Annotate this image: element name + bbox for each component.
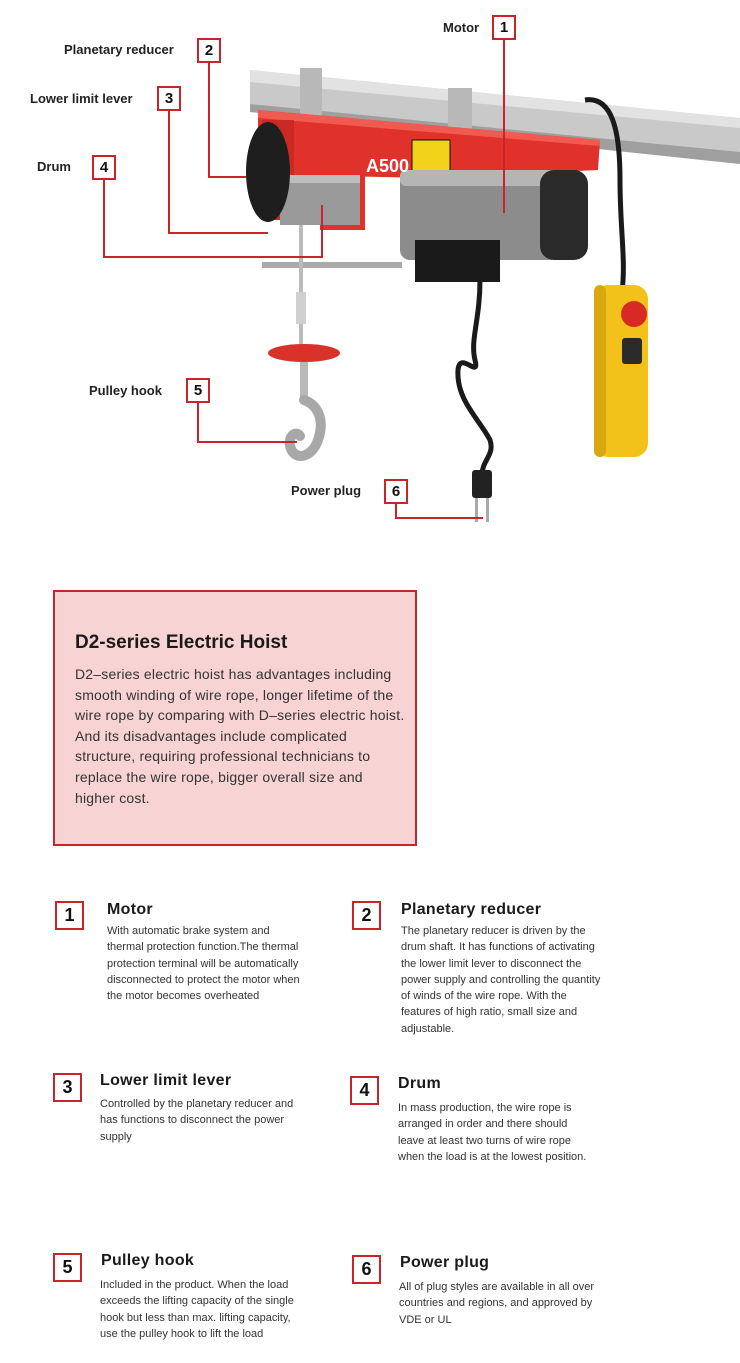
callout-label-drum: Drum xyxy=(37,159,71,174)
leader-line xyxy=(168,232,268,234)
callout-label-planetary-reducer: Planetary reducer xyxy=(64,42,174,57)
feature-title-drum: Drum xyxy=(398,1075,441,1092)
callout-label-lower-limit-lever: Lower limit lever xyxy=(30,91,133,106)
callout-number-4: 4 xyxy=(92,155,116,180)
leader-line xyxy=(197,441,297,443)
feature-title-lower-limit-lever: Lower limit lever xyxy=(100,1072,232,1089)
callout-number-6: 6 xyxy=(384,479,408,504)
leader-line xyxy=(103,256,323,258)
feature-desc-lower-limit-lever: Controlled by the planetary reducer and has functions to disconnect the power supply xyxy=(100,1098,294,1143)
pulley-wheel xyxy=(268,344,340,362)
callout-number-2: 2 xyxy=(197,38,221,63)
hoist-brand-text: A500 xyxy=(366,156,410,176)
feature-title-motor: Motor xyxy=(107,901,153,918)
wire-rope xyxy=(299,225,303,350)
feature-title-power-plug: Power plug xyxy=(400,1254,490,1271)
hoist-illustration xyxy=(0,0,740,540)
intro-body: D2–series electric hoist has advantages including smooth winding of wire rope, longer lifetime of the wire rope by comparing with D–series electric hoist. And its disadvantages include complicated structure, requiring professional technicians to replace the wire rope, bigger overall size and higher cost. xyxy=(75,666,405,806)
power-plug-shape xyxy=(472,470,492,498)
feature-number-2: 2 xyxy=(352,901,381,930)
leader-line xyxy=(395,517,483,519)
leader-line xyxy=(208,62,210,178)
feature-number-6: 6 xyxy=(352,1255,381,1284)
leader-line xyxy=(168,110,170,234)
callout-label-power-plug: Power plug xyxy=(291,483,362,498)
callout-label-motor: Motor xyxy=(443,20,480,35)
power-cable xyxy=(458,280,491,475)
hook-shape xyxy=(290,400,321,456)
intro-panel xyxy=(53,590,417,846)
feature-desc-pulley-hook: Included in the product. When the load exceeds the lifting capacity of the single hook but less than max. lifting capacity, use the pulley hook to lift the load xyxy=(100,1279,294,1340)
feature-title-pulley-hook: Pulley hook xyxy=(101,1252,195,1269)
feature-number-1: 1 xyxy=(55,901,84,930)
motor-shape xyxy=(400,170,588,282)
callout-number-5: 5 xyxy=(186,378,210,403)
feature-desc-planetary-reducer: The planetary reducer is driven by the drum shaft. It has functions of activating the lower limit lever to disconnect the power supply and controlling the quantity of winds of the wire rope. With the features of high ratio, small size and adjustable. xyxy=(401,925,601,1035)
intro-title: D2-series Electric Hoist xyxy=(75,632,288,653)
leader-line xyxy=(103,178,105,258)
feature-number-4: 4 xyxy=(350,1076,379,1105)
leader-line xyxy=(503,38,505,213)
leader-line xyxy=(197,402,199,443)
pendant-control xyxy=(594,285,648,457)
beam-clamp xyxy=(300,68,322,118)
callout-number-3: 3 xyxy=(157,86,181,111)
feature-title-planetary-reducer: Planetary reducer xyxy=(401,901,542,918)
feature-desc-power-plug: All of plug styles are available in all over countries and regions, and approved by VDE or UL xyxy=(399,1281,595,1326)
feature-number-3: 3 xyxy=(53,1073,82,1102)
feature-desc-motor: With automatic brake system and thermal protection function.The thermal protection terminal will be automatically disconnected to protect the motor when the motor becomes overheated xyxy=(107,925,300,1003)
limit-lever-rod xyxy=(262,262,402,268)
leader-line xyxy=(208,176,246,178)
callout-label-pulley-hook: Pulley hook xyxy=(89,383,162,398)
rope-sleeve xyxy=(296,292,306,324)
callout-number-1: 1 xyxy=(492,15,516,40)
feature-number-5: 5 xyxy=(53,1253,82,1282)
hoist-diagram xyxy=(0,0,740,540)
leader-line xyxy=(321,205,323,257)
feature-desc-drum: In mass production, the wire rope is arranged in order and there should leave at least two turns of wire rope when the load is at the lowest position. xyxy=(398,1102,587,1163)
